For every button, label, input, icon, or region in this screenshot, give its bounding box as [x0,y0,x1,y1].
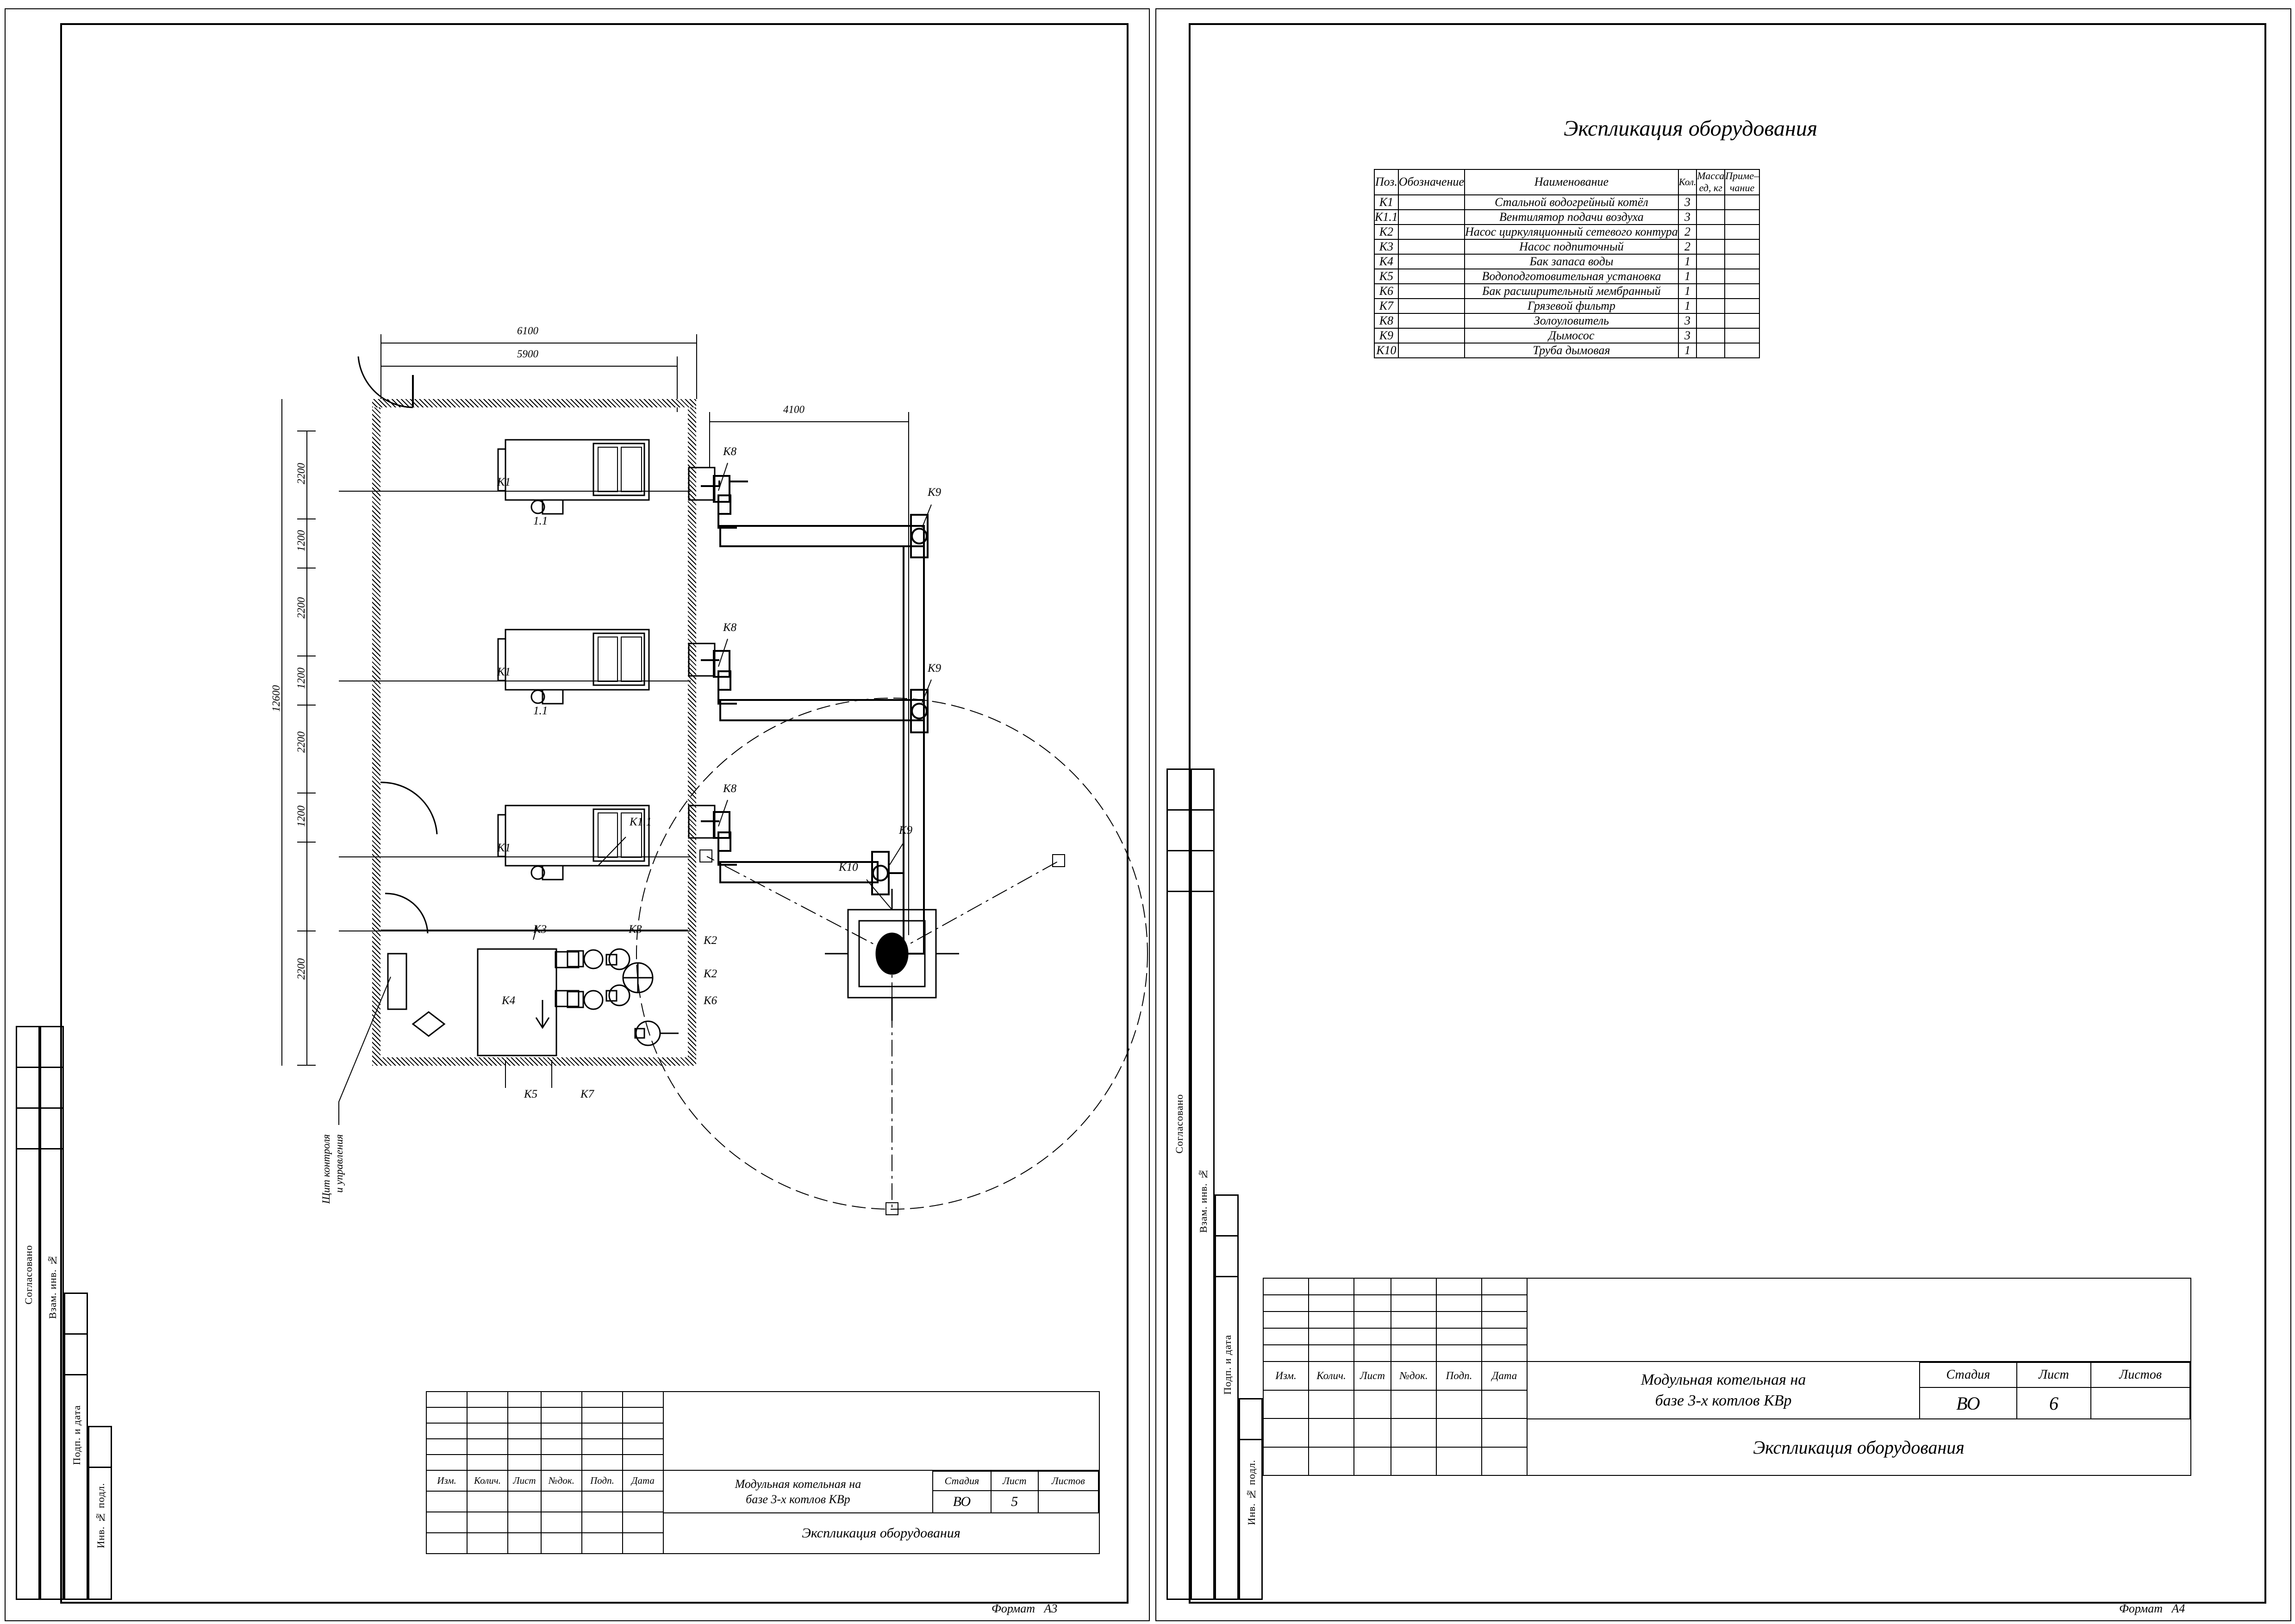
label-k3-1: К3 [533,923,547,936]
stamp-doc-title: Экспликация оборудования [1528,1419,2190,1475]
dim-top-right: 4100 [783,404,804,415]
label-k1-boiler-1: К1 [497,476,511,488]
row-qty: 1 [1678,254,1697,269]
table-row [1374,195,1759,210]
spec-header-note-l2: чание [1730,182,1755,194]
right-margin-col-1 [1166,768,1191,1600]
note-control-panel-line1: Щит контроля [320,1134,332,1204]
row-mass [1696,195,1725,210]
row-pos: К5 [1374,269,1398,284]
row-name: Водоподготовительная установка [1465,269,1678,284]
spec-header-note-l1: Приме– [1725,170,1759,181]
stamp-sheet-header: Лист [991,1471,1038,1491]
note-control-panel-line2: и управления [333,1134,345,1193]
row-mass [1696,210,1725,225]
stamp-col-podp: Подп. [582,1470,623,1491]
left-margin-label-podp: Подп. и дата [71,1405,82,1465]
row-pos: К1 [1374,195,1398,210]
stamp-col-podp: Подп. [1436,1362,1482,1390]
stamp-sheet-value: 6 [2017,1387,2091,1419]
label-k1-boiler-2: К1 [497,666,511,678]
row-note [1725,328,1759,343]
left-margin-col-4 [88,1426,112,1600]
stamp-col-list: Лист [1354,1362,1391,1390]
stamp-sheet-header: Лист [2017,1362,2091,1387]
row-mass [1696,313,1725,328]
row-qty: 3 [1678,313,1697,328]
row-name: Бак расширительный мембранный [1465,284,1678,299]
row-desig [1398,284,1465,299]
table-row [1374,313,1759,328]
spec-header-mass-l2: ед, кг [1699,182,1722,194]
sheet-right [1155,8,2291,1621]
row-name: Труба дымовая [1465,343,1678,358]
left-margin-label-soglasovano: Согласовано [23,1245,34,1305]
row-note [1725,299,1759,313]
stamp-doc-title: Экспликация оборудования [664,1513,1098,1553]
row-note [1725,225,1759,239]
row-name: Насос подпиточный [1465,239,1678,254]
stamp-sheet-value: 5 [991,1491,1038,1513]
right-margin-label-vzam: Взам. инв. № [1197,1168,1209,1233]
title-block-right [1263,1278,2191,1476]
stamp-col-ndok: №док. [541,1470,582,1491]
row-name: Вентилятор подачи воздуха [1465,210,1678,225]
stamp-col-izm: Изм. [426,1470,467,1491]
stamp-stage-value: ВО [933,1491,991,1513]
equipment-spec-table [1374,169,1760,358]
stamp-stage-value: ВО [1920,1387,2016,1419]
dim-left-seg-2: 1200 [295,530,307,551]
stamp-stage-header: Стадия [1920,1362,2016,1387]
row-note [1725,343,1759,358]
stamp-col-data: Дата [623,1470,663,1491]
dim-top-outer: 6100 [517,325,538,337]
object-title-line2: базе 3-х котлов КВр [746,1492,850,1506]
row-desig [1398,299,1465,313]
dim-left-total: 12600 [270,685,282,712]
row-qty: 1 [1678,299,1697,313]
label-k4: К4 [502,994,516,1007]
row-note [1725,313,1759,328]
row-pos: К7 [1374,299,1398,313]
right-margin-label-podp: Подп. и дата [1222,1335,1233,1395]
label-k8-2: К8 [723,621,737,634]
row-note [1725,195,1759,210]
row-mass [1696,239,1725,254]
title-block-left [426,1391,1100,1554]
spec-header-mass-l1: Масса [1697,170,1725,181]
label-k8-1: К8 [723,445,737,458]
label-k9-2: К9 [928,662,942,675]
row-desig [1398,343,1465,358]
row-desig [1398,269,1465,284]
dim-left-seg-7: 2200 [295,958,307,980]
stamp-sheets-header: Листов [2091,1362,2190,1387]
format-label-right: Формат А4 [2119,1602,2185,1615]
row-note [1725,284,1759,299]
row-note [1725,254,1759,269]
row-desig [1398,225,1465,239]
stamp-col-ndok: №док. [1391,1362,1436,1390]
label-k8-3: К8 [723,782,737,795]
label-k9-1: К9 [928,486,942,499]
row-qty: 2 [1678,239,1697,254]
row-name: Стальной водогрейный котёл [1465,195,1678,210]
row-name: Грязевой фильтр [1465,299,1678,313]
dim-top-inner: 5900 [517,348,538,360]
row-mass [1696,299,1725,313]
label-k6: К6 [704,994,717,1007]
row-pos: К8 [1374,313,1398,328]
table-row [1374,269,1759,284]
row-pos: К3 [1374,239,1398,254]
row-name: Золоуловитель [1465,313,1678,328]
stamp-sheets-value [2091,1387,2190,1419]
label-k5: К5 [524,1088,538,1100]
row-pos: К9 [1374,328,1398,343]
label-k7: К7 [580,1088,594,1100]
stamp-col-izm: Изм. [1263,1362,1309,1390]
row-pos: К2 [1374,225,1398,239]
row-mass [1696,269,1725,284]
row-qty: 3 [1678,195,1697,210]
row-qty: 1 [1678,343,1697,358]
dim-left-seg-1: 2200 [295,463,307,484]
spec-header-desig: Обозначение [1398,169,1465,195]
row-note [1725,210,1759,225]
row-name: Бак запаса воды [1465,254,1678,269]
row-pos: К1.1 [1375,210,1398,224]
row-mass [1696,254,1725,269]
right-margin-label-inv: Инв. № подл. [1246,1460,1257,1525]
object-title-line1: Модульная котельная на [1640,1371,1806,1389]
spec-header-name: Наименование [1465,169,1678,195]
row-qty: 1 [1678,269,1697,284]
label-k11-fan-2: 1.1 [533,705,548,717]
table-row [1374,284,1759,299]
row-desig [1398,328,1465,343]
sheet-left [5,8,1150,1621]
stamp-col-kolich: Колич. [1309,1362,1354,1390]
row-note [1725,269,1759,284]
stamp-stage-header: Стадия [933,1471,991,1491]
dim-left-seg-6: 1200 [295,806,307,827]
label-k3-2: К3 [629,923,642,936]
table-row [1374,210,1759,225]
spec-header-pos: Поз. [1374,169,1398,195]
label-k1-boiler-3: К1 [497,842,511,854]
stamp-col-list: Лист [508,1470,541,1491]
row-desig [1398,254,1465,269]
spec-title: Экспликация оборудования [1564,116,1818,141]
spec-header-row [1374,169,1759,195]
right-margin-col-4 [1239,1398,1263,1600]
stamp-sheets-header: Листов [1038,1471,1098,1491]
left-margin-label-vzam: Взам. инв. № [47,1254,58,1319]
table-row [1374,299,1759,313]
table-row [1374,254,1759,269]
plan-linework [61,23,1126,1343]
row-note [1725,239,1759,254]
table-row [1374,239,1759,254]
row-qty: 1 [1678,284,1697,299]
stamp-col-data: Дата [1482,1362,1527,1390]
spec-header-mass [1696,169,1725,195]
row-mass [1696,328,1725,343]
row-mass [1696,225,1725,239]
object-title-line1: Модульная котельная на [735,1477,861,1491]
row-name: Насос циркуляционный сетевого контура [1465,225,1678,238]
row-qty: 2 [1678,225,1697,239]
row-desig [1398,239,1465,254]
row-mass [1696,284,1725,299]
stamp-sheets-value [1038,1491,1098,1513]
row-desig [1398,313,1465,328]
spec-header-note [1725,169,1759,195]
left-margin-col-2 [40,1026,64,1600]
row-pos: К6 [1374,284,1398,299]
table-row [1374,328,1759,343]
label-k2-1: К2 [704,934,717,947]
label-k11-fan-1: 1.1 [533,515,548,527]
dim-left-seg-4: 1200 [295,668,307,689]
row-desig [1398,195,1465,210]
left-margin-col-1 [16,1026,40,1600]
dim-left-seg-3: 2200 [295,597,307,618]
label-k9-3: К9 [899,824,913,837]
stamp-col-kolich: Колич. [467,1470,508,1491]
row-qty: 3 [1678,210,1697,225]
table-row [1374,343,1759,358]
label-k10: К10 [839,861,858,874]
right-margin-col-3 [1215,1194,1239,1600]
table-row [1374,225,1759,239]
format-label-left: Формат А3 [992,1602,1058,1615]
right-margin-col-2 [1191,768,1215,1600]
right-margin-label-soglasovano: Согласовано [1173,1094,1185,1154]
boiler-house-plan [61,23,1126,1343]
dim-left-seg-5: 2200 [295,731,307,753]
spec-header-qty: Кол. [1678,169,1697,195]
row-pos: К10 [1374,343,1398,358]
left-margin-label-inv: Инв. № подл. [95,1483,106,1549]
object-title-line2: базе 3-х котлов КВр [1655,1392,1792,1409]
row-mass [1696,343,1725,358]
row-name: Дымосос [1465,328,1678,343]
label-k11-fan-3: К1.1 [630,816,652,828]
row-qty: 3 [1678,328,1697,343]
row-desig [1398,210,1465,225]
row-pos: К4 [1374,254,1398,269]
label-k2-2: К2 [704,968,717,980]
